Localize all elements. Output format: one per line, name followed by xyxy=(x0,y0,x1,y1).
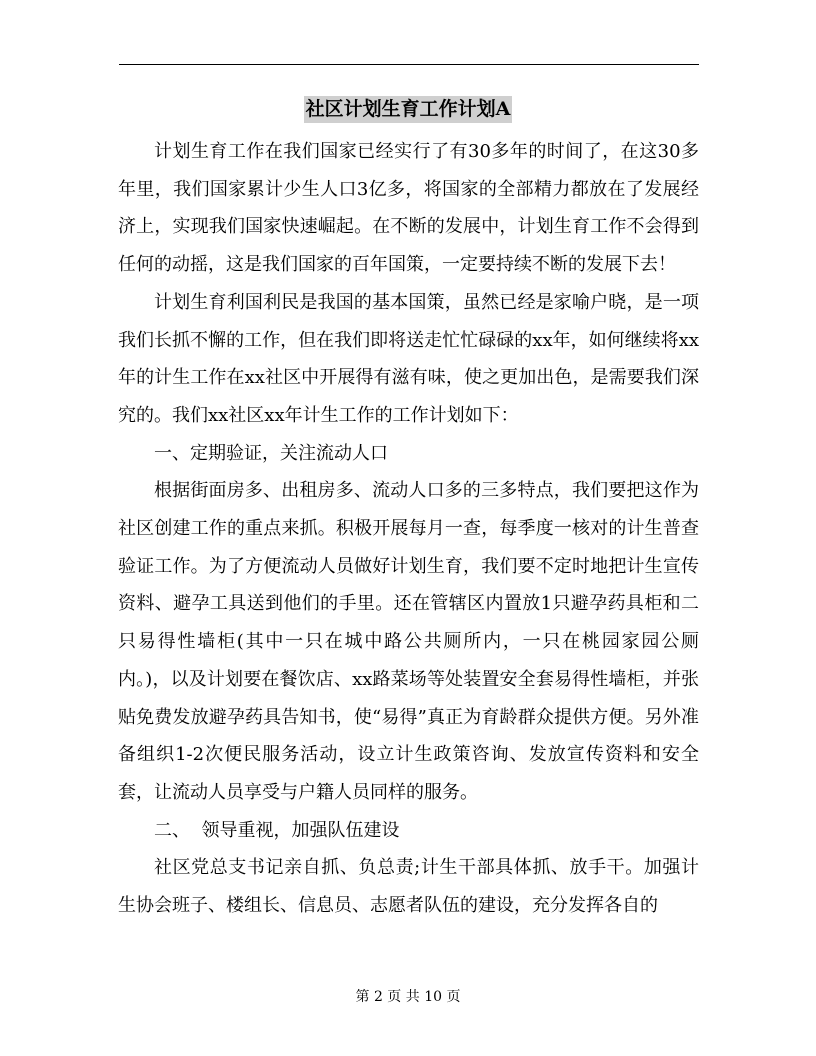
paragraph-section-1: 根据街面房多、出租房多、流动人口多的三多特点，我们要把这作为社区创建工作的重点来抓。积极开展每月一查，每季度一核对的计生普查验证工作。为了方便流动人员做好计划生育，我们要不定时地把计生宣传资料、避孕工具送到他们的手里。还在管辖区内置放1只避孕药具柜和二只易得性墙柜(其中一只在城中路公共厕所内，一只在桃园家园公厕内。)，以及计划要在餐饮店、xx路菜场等处装置安全套易得性墙柜，并张贴免费发放避孕药具告知书，使“易得”真正为育龄群众提供方便。另外准备组织1-2次便民服务活动，设立计生政策咨询、发放宣传资料和安全套，让流动人员享受与户籍人员同样的服务。 xyxy=(118,480,699,803)
paragraph-policy: 计划生育利国利民是我国的基本国策，虽然已经是家喻户晓，是一项我们长抓不懈的工作，但在我们即将送走忙忙碌碌的xx年，如何继续将xx年的计生工作在xx社区中开展得有滋有味，使之更加出色，是需要我们深究的。我们xx社区xx年计生工作的工作计划如下： xyxy=(118,291,699,426)
page-number: 第 2 页 共 10 页 xyxy=(355,989,461,1005)
section-heading-2: 二、 领导重视，加强队伍建设 xyxy=(154,819,400,841)
header-rule xyxy=(119,64,699,65)
paragraph-section-2: 社区党总支书记亲自抓、负总责;计生干部具体抓、放手干。加强计生协会班子、楼组长、信息员、志愿者队伍的建设，充分发挥各自的 xyxy=(118,857,699,917)
title-container xyxy=(0,96,816,123)
section-heading-1: 一、定期验证，关注流动人口 xyxy=(154,442,388,464)
document-title: 社区计划生育工作计划A xyxy=(304,96,513,123)
page-footer xyxy=(0,987,816,1007)
paragraph-intro: 计划生育工作在我们国家已经实行了有30多年的时间了，在这30多年里，我们国家累计少生人口3亿多，将国家的全部精力都放在了发展经济上，实现我们国家快速崛起。在不断的发展中，计划生育工作不会得到任何的动摇，这是我们国家的百年国策，一定要持续不断的发展下去！ xyxy=(118,141,699,276)
document-body xyxy=(118,133,699,925)
